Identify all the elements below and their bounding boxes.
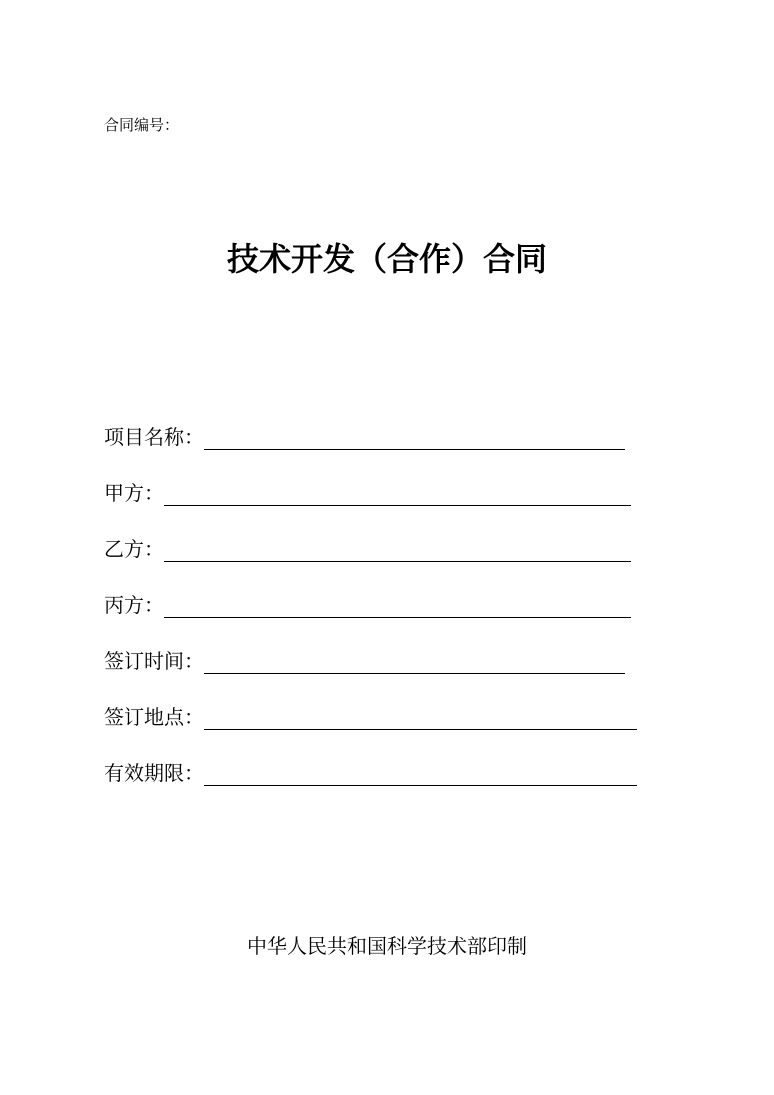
field-label: 签订时间：: [104, 649, 204, 673]
document-title: 技术开发（合作）合同: [226, 240, 547, 278]
field-project-name: [104, 420, 625, 450]
field-label: 项目名称：: [104, 425, 204, 449]
field-blank-line: [164, 595, 631, 618]
field-label: 乙方：: [104, 537, 164, 561]
field-label: 丙方：: [104, 593, 164, 617]
field-label: 甲方：: [104, 481, 164, 505]
field-validity-period: [104, 756, 637, 786]
field-party-c: [104, 588, 631, 618]
field-party-a: [104, 476, 631, 506]
field-label: 签订地点：: [104, 705, 204, 729]
field-signing-date: [104, 644, 625, 674]
field-party-b: [104, 532, 631, 562]
publisher-footer: 中华人民共和国科学技术部印制: [247, 934, 527, 958]
field-blank-line: [204, 651, 625, 674]
field-blank-line: [164, 483, 631, 506]
field-blank-line: [204, 763, 637, 786]
field-label: 有效期限：: [104, 761, 204, 785]
field-signing-place: [104, 700, 637, 730]
field-blank-line: [204, 427, 625, 450]
field-blank-line: [204, 707, 637, 730]
contract-number-label: 合同编号：: [104, 116, 180, 134]
field-blank-line: [164, 539, 631, 562]
